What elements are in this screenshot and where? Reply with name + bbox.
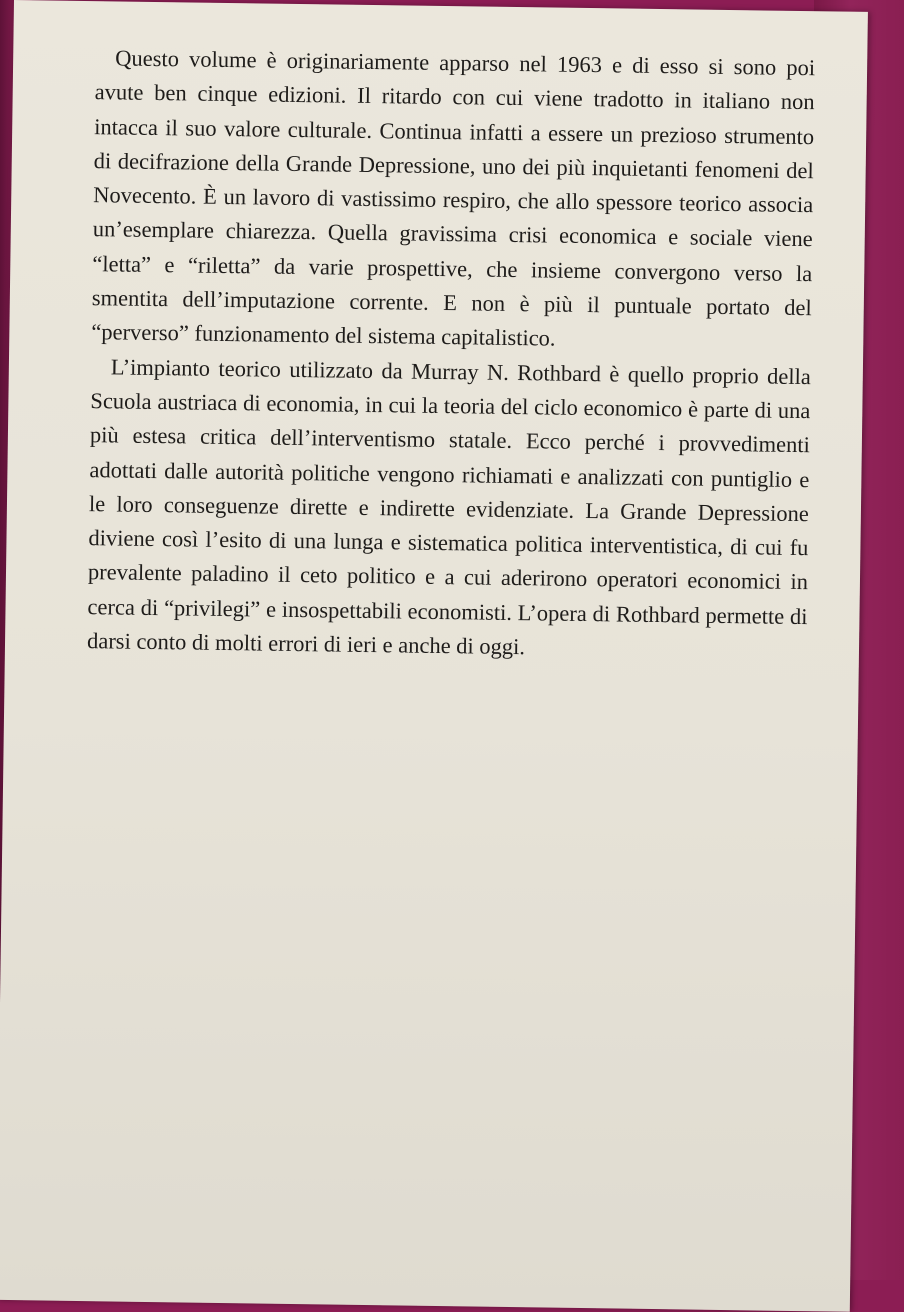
paragraph-2: L’impianto teorico utilizzato da Murray N. Rothbard è quello proprio della Scuola austriaca di economia, in cui la teoria del ciclo economico è parte di una più estesa critica dell’interventismo statale. Ecco perché i provvedimenti adottati dalle autorità politiche vengono richiamati e analizzati con puntiglio e le loro conseguenze dirette e indirette evidenziate. La Grande Depressione diviene così l’esito di una lunga e sistematica politica interventistica, di cui fu prevalente paladino il ceto politico e a cui aderirono operatori economici in cerca di “privilegi” e insospettabili economisti. L’opera di Rothbard permette di darsi conto di molti errori di ieri e anche di oggi. bbox=[86, 354, 811, 660]
paragraph-1: Questo volume è originariamente apparso nel 1963 e di esso si sono poi avute ben cinque edizioni. Il ritardo con cui viene tradotto in italiano non intacca il suo valore culturale. Continua infatti a essere un prezioso strumento di decifrazione della Grande Depressione, uno dei più inquietanti fenomeni del Novecento. È un lavoro di vastissimo respiro, che allo spessore teorico associa un’esemplare chiarezza. Quella gravissima crisi economica e sociale viene “letta” e “riletta” da varie prospettive, che insieme convergono verso la smentita dell’imputazione corrente. E non è più il puntuale portato del “perverso” funzionamento del sistema capitalistico. bbox=[91, 45, 816, 351]
blurb-text bbox=[87, 41, 816, 668]
